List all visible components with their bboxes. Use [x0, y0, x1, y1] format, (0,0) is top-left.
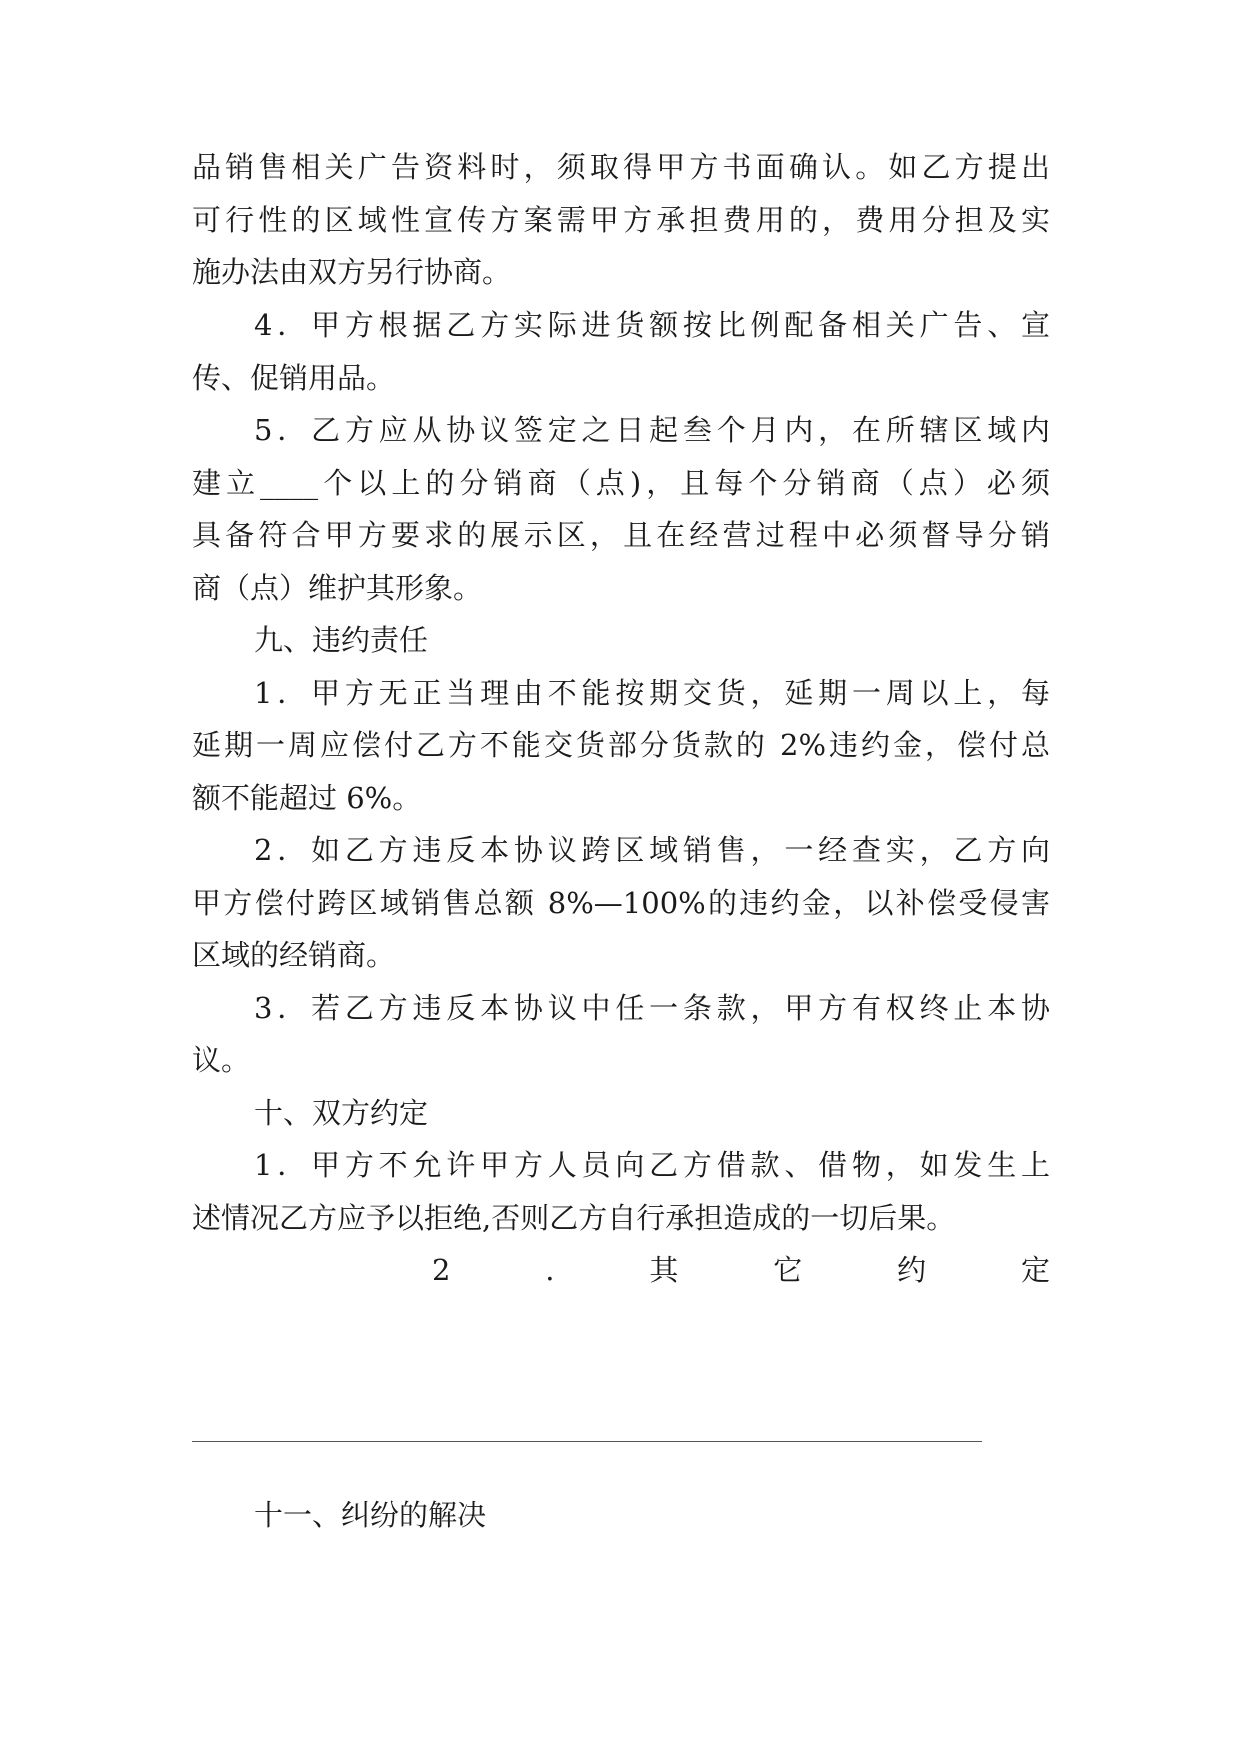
text-line: 传、促销用品。 [192, 361, 396, 395]
text-line: 议。 [192, 1043, 251, 1077]
clause-char: 约 [897, 1253, 927, 1287]
clause-dot: . [545, 1253, 555, 1287]
text-line: 商（点）维护其形象。 [192, 571, 483, 605]
section-heading: 九、违约责任 [254, 623, 429, 657]
text-line: 延期一周应偿付乙方不能交货部分货款的 2%违约金，偿付总 [192, 728, 1050, 762]
text-line: 4．甲方根据乙方实际进货额按比例配备相关广告、宣 [254, 308, 1050, 342]
text-line: 额不能超过 6%。 [192, 781, 422, 815]
clause-char: 定 [1020, 1253, 1050, 1287]
text-line: 可行性的区域性宣传方案需甲方承担费用的，费用分担及实 [192, 203, 1050, 237]
clause-char: 它 [773, 1253, 803, 1287]
text-line: 1．甲方无正当理由不能按期交货，延期一周以上，每 [254, 676, 1050, 710]
text-line: 述情况乙方应予以拒绝,否则乙方自行承担造成的一切后果。 [192, 1201, 956, 1235]
clause-number: 2 [432, 1253, 451, 1287]
clause-char: 其 [649, 1253, 679, 1287]
text-line: 1．甲方不允许甲方人员向乙方借款、借物，如发生上 [254, 1148, 1050, 1182]
section-heading: 十一、纠纷的解决 [254, 1498, 487, 1532]
text-line: 区域的经销商。 [192, 938, 396, 972]
text-line: 2．如乙方违反本协议跨区域销售，一经查实，乙方向 [254, 833, 1050, 867]
text-line: 5．乙方应从协议签定之日起叁个月内，在所辖区域内 [254, 413, 1050, 447]
text-line: 施办法由双方另行协商。 [192, 255, 512, 289]
fill-in-blank-line [192, 1441, 982, 1442]
section-heading: 十、双方约定 [254, 1096, 429, 1130]
text-line: 3．若乙方违反本协议中任一条款，甲方有权终止本协 [254, 991, 1050, 1025]
text-line: 建立____个以上的分销商（点)，且每个分销商（点）必须 [192, 466, 1050, 500]
text-line: 甲方偿付跨区域销售总额 8%—100%的违约金，以补偿受侵害 [192, 886, 1050, 920]
text-line: 具备符合甲方要求的展示区，且在经营过程中必须督导分销 [192, 518, 1050, 552]
text-line: 品销售相关广告资料时，须取得甲方书面确认。如乙方提出 [192, 150, 1050, 184]
clause-heading-other [432, 1250, 1050, 1290]
